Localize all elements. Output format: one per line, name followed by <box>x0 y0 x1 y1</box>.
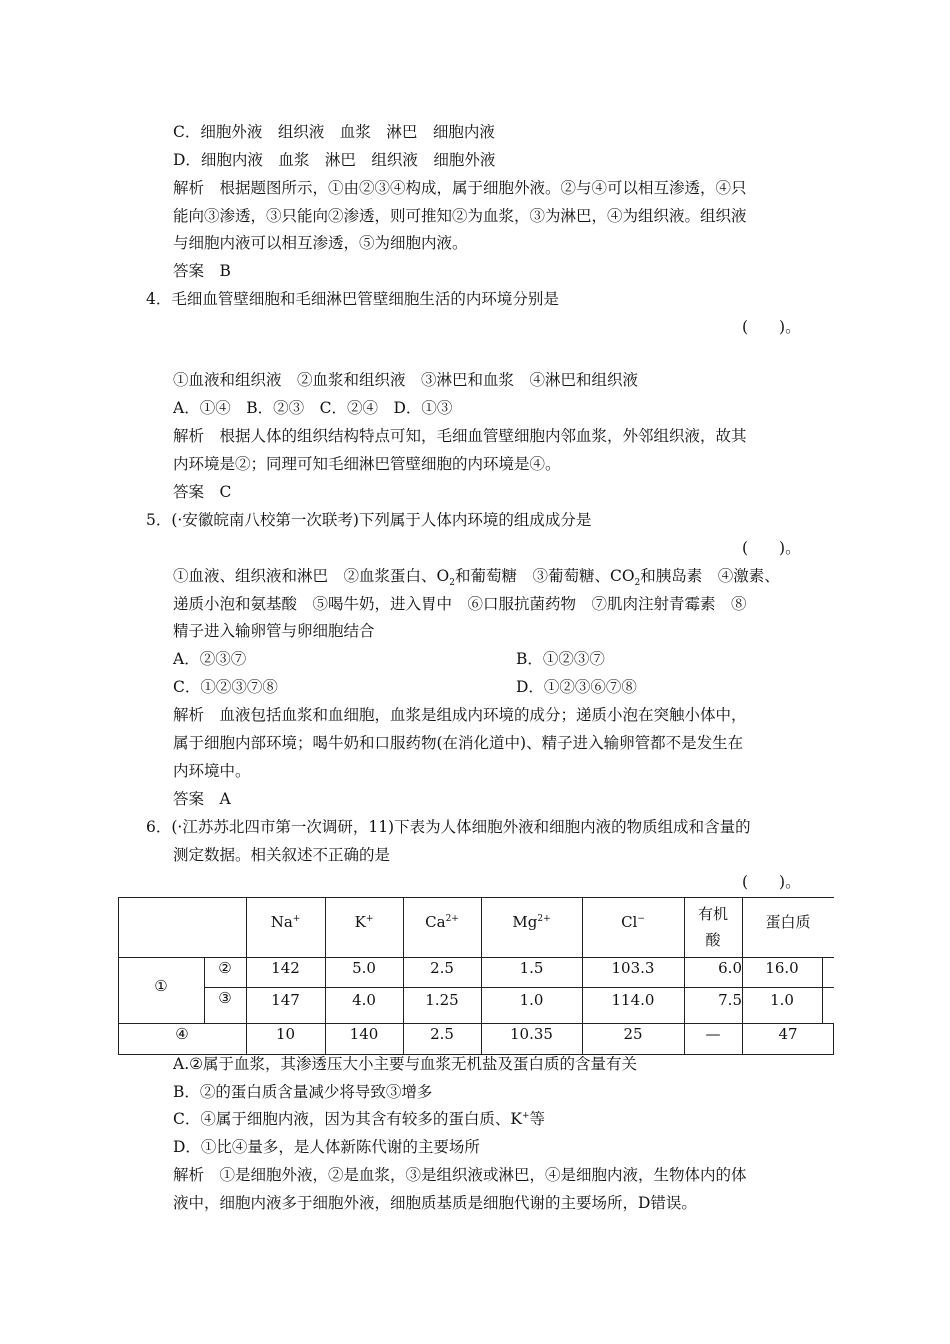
table-rule <box>118 957 834 958</box>
q6-analysis-line2: 液中，细胞内液多于细胞外液，细胞质基质是细胞代谢的主要场所，D错误。 <box>173 1194 697 1212</box>
header-protein: 蛋白质 <box>765 913 811 931</box>
row-label: ③ <box>218 989 232 1007</box>
table-cell: 16.0 <box>765 959 799 977</box>
table-cell: 1.5 <box>519 959 544 977</box>
q5-option-b: B．①②③⑦ <box>516 650 605 668</box>
q5-option-c: C．①②③⑦⑧ <box>173 678 278 696</box>
q5-stem: 5．(·安徽皖南八校第一次联考)下列属于人体内环境的组成成分是 <box>146 511 592 529</box>
row-label: ④ <box>175 1025 189 1043</box>
table-cell: — <box>705 1025 721 1043</box>
table-cell: 2.5 <box>430 1025 454 1043</box>
header-mg: $Mg^{2+}$ <box>512 913 551 931</box>
table-rule <box>204 987 834 988</box>
q6-option-d: D．①比④量多，是人体新陈代谢的主要场所 <box>173 1138 480 1156</box>
q6-analysis-line1: 解析 ①是细胞外液，②是血浆，③是组织液或淋巴，④是细胞内液，生物体内的体 <box>173 1166 747 1184</box>
table-cell: 7.5 <box>718 991 742 1009</box>
q4-items: ①血液和组织液 ②血浆和组织液 ③淋巴和血浆 ④淋巴和组织液 <box>173 371 639 389</box>
q6-answer-blank: ( )。 <box>742 873 801 891</box>
q3-option-c: C．细胞外液 组织液 血浆 淋巴 细胞内液 <box>173 123 495 141</box>
q3-analysis-line3: 与细胞内液可以相互渗透，⑤为细胞内液。 <box>173 234 468 252</box>
table-rule <box>118 1023 834 1024</box>
q5-answer: 答案 A <box>173 790 231 808</box>
header-k: K+ <box>354 913 374 931</box>
q5-items-line2: 递质小泡和氨基酸 ⑤喝牛奶，进入胃中 ⑥口服抗菌药物 ⑦肌肉注射青霉素 ⑧ <box>173 595 747 613</box>
table-cell: 1.0 <box>519 991 544 1009</box>
q4-analysis-line2: 内环境是②；同理可知毛细淋巴管壁细胞的内环境是④。 <box>173 455 561 473</box>
q6-option-b: B．②的蛋白质含量减少将导致③增多 <box>173 1083 433 1101</box>
row-label: ② <box>218 959 232 977</box>
table-cell: 142 <box>271 959 300 977</box>
table-cell: 103.3 <box>611 959 655 977</box>
table-cell: 10.35 <box>510 1025 553 1043</box>
q5-option-d: D．①②③⑥⑦⑧ <box>516 678 637 696</box>
q4-options: A．①④ B．②③ C．②④ D．①③ <box>173 399 453 417</box>
q5-items-line3: 精子进入输卵管与卵细胞结合 <box>173 622 375 640</box>
table-cell: 10 <box>275 1025 296 1043</box>
table-cell: 6.0 <box>718 959 742 977</box>
q4-stem: 4．毛细血管壁细胞和毛细淋巴管壁细胞生活的内环境分别是 <box>146 290 559 308</box>
q3-option-d: D．细胞内液 血浆 淋巴 组织液 细胞外液 <box>173 151 496 169</box>
q6-stem-line1: 6．(·江苏苏北四市第一次调研，11)下表为人体细胞外液和细胞内液的物质组成和含量的 <box>146 818 751 836</box>
q5-items-line1: ①血液、组织液和淋巴 ②血浆蛋白、$O_2$和葡萄糖 ③葡萄糖、$CO_2$和胰岛素 ④激素、 <box>173 567 780 589</box>
header-ca: $Ca^{2+}$ <box>425 913 459 931</box>
table-cell: 1.0 <box>770 991 794 1009</box>
header-cl: Cl− <box>621 913 645 931</box>
q3-analysis-line2: 能向③渗透，③只能向②渗透，则可推知②为血浆，③为淋巴，④为组织液。组织液 <box>173 207 747 225</box>
composition-table <box>118 897 834 1055</box>
header-na: Na+ <box>270 913 301 931</box>
table-cell: 4.0 <box>352 991 376 1009</box>
q4-analysis-line1: 解析 根据人体的组织结构特点可知，毛细血管壁细胞内邻血浆，外邻组织液，故其 <box>173 427 747 445</box>
table-cell: 47 <box>778 1025 798 1043</box>
table-cell: 147 <box>271 991 300 1009</box>
q5-option-a: A．②③⑦ <box>173 650 247 668</box>
row-group-label: ① <box>154 977 168 995</box>
header-organic-acid: 有机酸 <box>697 905 728 949</box>
q5-analysis-line2: 属于细胞内部环境；喝牛奶和口服药物(在消化道中)、精子进入输卵管都不是发生在 <box>173 734 744 752</box>
table-cell: 2.5 <box>430 959 454 977</box>
q5-answer-blank: ( )。 <box>742 539 801 557</box>
q6-option-c: C．④属于细胞内液，因为其含有较多的蛋白质、K+等 <box>173 1110 546 1128</box>
q5-analysis-line1: 解析 血液包括血浆和血细胞，血浆是组成内环境的成分；递质小泡在突触小体中， <box>173 706 747 724</box>
table-rule <box>118 897 834 898</box>
q6-stem-line2: 测定数据。相关叙述不正确的是 <box>173 846 391 864</box>
table-cell: 25 <box>623 1025 643 1043</box>
q3-analysis-line1: 解析 根据题图所示，①由②③④构成，属于细胞外液。②与④可以相互渗透，④只 <box>173 179 747 197</box>
table-rule <box>822 957 823 1023</box>
table-cell: 114.0 <box>611 991 655 1009</box>
q4-answer-blank: ( )。 <box>742 318 801 336</box>
q6-option-a: A.②属于血浆，其渗透压大小主要与血浆无机盐及蛋白质的含量有关 <box>173 1055 638 1073</box>
q4-answer: 答案 C <box>173 483 232 501</box>
q5-analysis-line3: 内环境中。 <box>173 762 251 780</box>
q3-answer: 答案 B <box>173 262 231 280</box>
table-cell: 5.0 <box>352 959 376 977</box>
table-cell: 1.25 <box>425 991 459 1009</box>
table-cell: 140 <box>349 1025 379 1043</box>
